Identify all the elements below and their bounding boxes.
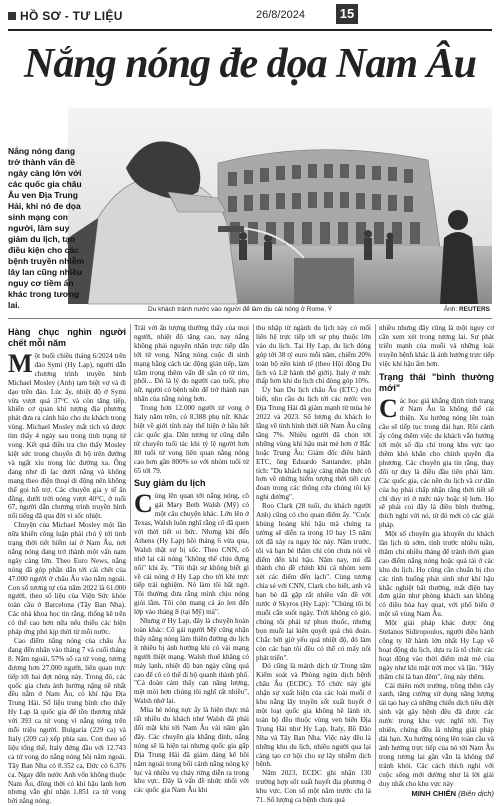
paragraph: thu nhập từ ngành du lịch này có mối liên hệ trực tiếp tới sự phụ thuộc lớn vào du lịch. Tại Hy Lạp, du lịch đóng góp tới 38 tỷ euro mỗi năm, chiếm 20% toàn bộ nền kinh tế (theo Hội đồng Du lịch và Lữ hành thế giới). Italy ở mức thấp hơn khi du lịch chỉ đóng góp 10%. bbox=[256, 324, 371, 386]
photo-credit-prefix: Ảnh: bbox=[443, 306, 458, 313]
paragraph: Ủy ban Du lịch châu Âu (ETC) cho biết, nhu cầu du lịch tới các nước ven Địa Trung Hải đã giảm mạnh từ mùa hè 2022 và 2023. Số lượng du khách lo lắng về tình hình thời tiết Nam Âu cũng tăng 7%. Nhiều người đã chọn tới những vùng khí hậu mát mẻ hơn ở Bắc hoặc Trung Âu: Giám đốc điều hành ETC, ông Eduardo Santander, phân tích: "Du khách ngày càng nhận thức rõ hơn về những hiểm tượng thời tiết cực đoan trong các thông cứa chúng tôi kỳ nghỉ đường". bbox=[256, 386, 371, 502]
header-rule bbox=[8, 29, 492, 31]
drop-cap: C bbox=[134, 489, 153, 519]
paragraph: Trong hơn 12.000 người tử vong ở Italy năm trên, có 8.388 phụ nữ. Khác biệt về giới tính này thể hiện ở hầu hết các quốc gia. Dân tương tự cũng diễn từ chuyên tuổi tác khi tỷ lệ người hơn 80 tuổi tử vong liên quan nắng nóng cao hơn gần 800% so với nhóm tuổi từ 65 tới 79. bbox=[134, 404, 249, 475]
author-note: (Biên dịch) bbox=[458, 789, 494, 799]
subhead-new-normal: Trạng thái "bình thường mới" bbox=[379, 371, 494, 393]
article-column-1 bbox=[8, 324, 126, 806]
section-square-icon bbox=[8, 12, 16, 20]
drop-cap: M bbox=[8, 349, 33, 378]
paragraph-text: ột buổi chiều tháng 6/2024 trên đảo Symi (Hy Lạp), người dẫn chương trình truyền hình Michael Mosley (Anh) tạm biệt vợ và đi dạo trên đảo. Lúc ấy, nhiệt độ ở Symi vừa vượt quá 37°C và còn tăng tiếp, khiến cơ quan khí tượng địa phương phát đưa ra cảnh báo cho du khách trong vùng. Michael Mosley mất tích và được tìm thấy 4 ngày sau trong tình trạng tử vong. Kết quả điều tra cho thấy Mosley kiệt sức trong chuyến đi bộ trên đường và ngất xỉu trong lúc đường xa. Ông đang như đi lạc dưới nắng và không mang theo điện thoại di động nên không thể gọi hỗ trợ. Các chuyên gia y tế ấn đồng, dưới trời nóng vượt 40°C, ở tuổi 67, người dẫn chương trình truyền hình nổi tiếng đã qua đời vì sốc nhiệt. bbox=[8, 352, 126, 521]
paragraph bbox=[8, 349, 126, 521]
lead-paragraph: Nắng nóng đang trở thành vấn đề ngày càng lớn với các quốc gia châu Âu ven Địa Trung Hải, khi nó đe dọa sinh mạng con người, làm suy giảm du lịch, tạo điều kiện cho các bệnh truyền nhiễm lây lan cũng nhiều nguy cơ tiềm ẩn khác trong tương lai. bbox=[8, 146, 85, 310]
paragraph: Chuyện của Michael Mosley một lần nữa khiến công luận phải chú ý tới tình trạng thời tiết hiểm tai ở Nam Âu, nơi nắng nóng đang trở thành một vấn nạm ngày càng lớn. Theo Euro News, nắng nóng đã góp phần dẫn tới cái chết của 47.000 người ở châu Âu vào năm ngoái. Con số tương tự của năm 2022 là 61.000 người, theo số liệu của Viện Sức khỏe toàn cầu ở Barcelona (Tây Ban Nha). Các nhà khoa học tin rằng, thống kê trên có thể cao hơn nữa nếu thiếu các biện pháp ứng phó kịp thời từ mỗi nước. bbox=[8, 521, 126, 637]
paragraph-text: ác học giả khẳng định tình trạng ở Nam Âu là không thể cải thiện. Xu hướng nóng lên toàn cầu sẽ tiếp tục trong dài hạn. Rồi cảnh ấy công thêm việc du khách vẫn hướng tới một số địa chỉ trong khu vực tạo thêm khó khăn cho chính quyền địa phương. Các chuyên gia tin rằng, thay đổi tự duy là điều đầu tiên phải làm. Các quốc gia, các nền du lịch và cư dân của họ phải chấp nhận rằng thời tiết sẽ chỉ duy trì ở mức này hoặc tệ hơn. Họ sẽ phải coi đây là điều bình thường, thích nghi với nó, từ đó mới có các giải pháp. bbox=[379, 396, 494, 530]
paragraph: Trái với ấn tượng thường thấy của mọi người, nhiệt độ tăng cao, nay nắng không phải nguyên nhân trực tiếp dẫn tới tử vong. Nắng nóng cuộc đi sinh mạng bằng cách tác động gián tiếp, làm trầm trọng thêm vấn đề sẵn có từ tim, phổi... Đó là lý do người cao tuổi, phụ nữ, người có bệnh nền để trở thành nạn nhân của nắng nóng hơn. bbox=[134, 324, 249, 404]
paragraph: Cái thiên mới trường, trồng thêm cây xanh, tăng cường sử dụng năng lượng tái tạo hay cả những chiến dịch tiêu diệt sinh vật gây bệnh đều đã được các nước trong khu vực nghĩ tới. Tuy nhiên, chúng đều là những giải pháp dài hạn. Xu hướng nóng lên toàn cầu và ảnh hưởng trực tiếp của nó tới Nam Âu trong tương lai gần vẫn là không thể tránh khỏi. Các cách thích nghi với cuộc sống mới dường như là lời giải duy nhất cho khu vực này bbox=[379, 681, 494, 788]
drop-cap: C bbox=[379, 393, 398, 423]
issue-date: 26/8/2024 bbox=[256, 9, 305, 21]
section-label bbox=[8, 9, 123, 23]
column-rule bbox=[375, 324, 376, 770]
author-name: MINH CHIẾN bbox=[411, 789, 457, 799]
photo-caption: Du khách tránh nước vào người để làm dịu cái nóng ở Rome, Ý bbox=[148, 306, 333, 313]
author-signature bbox=[379, 790, 494, 799]
paragraph: Nhưng ở Hy Lạp, đây là chuyện hoàn toàn khác: Cô gái người Mỹ cũng nhận thấy nắng nóng làm thiên đường du lịch ít nhiều bị ảnh hưởng khi có vài mạng người thiệt mạng. Walsh thuê khăng có máy lạnh, nhiệt độ ban ngày cũng quá cao để cô có thể đi bộ quanh thành phố. "Cả đoàn cảm thấy cạn năng lượng, mệt mỏi hơn chúng tôi nghĩ rất nhiều", Walsh nhớ lại. bbox=[134, 617, 249, 706]
paragraph: Đó cũng là mảnh dịch từ Trung tâm Kiểm soát và Phòng ngừa dịch bệnh châu Âu (ECDC). Tổ chức này ghi nhận sự xuất hiện của các loài muỗi ở khu nắng lây truyền sốt xuất huyết ở một loạt quốc gia không hề lành tờ, toàn bộ đều thuộc vùng ven biển Địa Trung Hải như Hy Lạp, Italy, Bồ Đào Nha và Tây Ban Nha. Việc này đều là những khu du lịch, nhiều người qua lại càng tạo cơ hội cho sự lây nhiễm dịch bệnh. bbox=[256, 662, 371, 769]
subhead-deaths: Hàng chục nghìn người chết mỗi năm bbox=[8, 327, 126, 348]
paragraph: Roo Clark (28 tuổi, du khách người Anh) cũng có cho quan điểm ấy. "Cuộc khủng hoảng khí hậu mà chúng ta tường sẽ diễn ra trong 10 hay 15 năm tới đã xảy ra ngay lúc này. Năm trước, tôi và bạn bè thăm chỉ còn chưa nói về điểm đến khí hậu. Năm nay, mì đã thành chủ đề chính khi cả nhóm xem xét các điểm đến lạch". Cùng tương chia sẻ với CNN, Clark cho biết, anh và bạn bè đã gặp rất nhiều vấn đề với nước ở Skyros (Hy Lạp): "Chúng tôi bị muỗi cắn suốt ngày. Trời không có gió, chúng tôi phải tự phun thuốc, nhưng bọn muỗi lại kiên quyết quá chủ đoán. Chắc bởi giờ yếu quá nhiệt độ, đó làm còn các bạn tôi đều có thể có mấy nốt phát triển". bbox=[256, 502, 371, 662]
article-column-2 bbox=[134, 324, 249, 795]
paragraph bbox=[134, 489, 249, 617]
section-text: HỒ SƠ - TƯ LIỆU bbox=[20, 9, 123, 23]
page-number: 15 bbox=[336, 4, 358, 24]
photo-rule bbox=[8, 318, 492, 319]
paragraph: Mùa hè nóng nực ấy là hiện thực mà rất nhiều du khách như Walsh đã phải đối mặt khi tới Nam Âu vài năm gần đây. Các chuyên gia khẳng định, nắng nóng sẽ là hiện tại nhưng quốc gia gấp Địa Trung Hải đã giảm đáng kể hồi năm ngoái trong bối cảnh nắng nóng kỷ lục và nhiều vụ cháy rừng diễn ra trong khu vực. Đây là vấn đề nhức nhối với các quốc gia Nam Âu khi bbox=[134, 706, 249, 795]
headline: Nắng nóng đe dọa Nam Âu bbox=[24, 41, 476, 87]
article-column-4 bbox=[379, 324, 494, 799]
photo-credit-source: REUTERS bbox=[458, 306, 490, 313]
page-header bbox=[0, 0, 500, 30]
paragraph: Một giải pháp khác được ông Stelanos Sidiropoulos, người điều hành công ty lữ hành lớn nhất Hy Lạp về hoạt động du lịch, dựa ra là tổ chức các hoạt động vào thời điểm mát mẻ của ngày như khi mặt trời mọc và lặn. "Hãy thâm chỉ là ban đêm", ông này thêm. bbox=[379, 619, 494, 681]
article-photo bbox=[68, 108, 492, 304]
paragraph: nhiều nhưng đây cũng là một nguy cơ cần xem xét trong tương lai. Sự phát triển mạnh của muỗi và những loài truyền bệnh khác là ảnh hưởng trực tiếp việc khí hậu ấm hơn. bbox=[379, 324, 494, 368]
column-rule bbox=[130, 324, 131, 770]
column-rule bbox=[253, 324, 254, 770]
paragraph: Một số chuyên gia khuyến du khách lần lịch tù sớm, tính trước nhiều tuần, thăm chỉ nhiều tháng để tránh thời gian cao điểm nắng nóng hoặc quá tải ở các khu du lịch. Họ cũng cần chuẩn bị cho các tình huống phát sinh như khí hậu khắc nghiệt bất thường, mất điện hay đơn giản như phòng khách san không có điều hòa hay quạt, với phố biến ở một số vùng Nam Âu. bbox=[379, 530, 494, 619]
paragraph-text: ùng lên quan tới nắng nóng, cô gái Mary Beth Walsh (Mỹ) có một câu chuyện khác. Lớn lên ở Texas, Walsh luôn nghĩ rằng cô đã quen với thời tiết oi bức. Nhưng khi đến Athens (Hy Lạp) hồi tháng 6 vừa qua, Walsh thật sự bị sốc. Theo CNN, cô nhớ lại cái nóng "không thể chịu đựng nổi" khi ấy. "Tôi thật sự không biết gì về cái nóng ở Hy Lạp cho tới khi trực tiếp trải nghiệm. Nó làm tôi bất ngờ. Tôi thường đưa rằng mình chịu nóng giỏi lắm. Tôi còn mang cả áo len đến lớp vào tháng 8 (tại Mỹ) mà". bbox=[134, 492, 249, 617]
photo-credit bbox=[444, 306, 490, 313]
paragraph: Năm 2023, ECDC ghi nhận 130 trường hợp sốt xuất huyết địa phương ở khu vực. Con số một năm trước chỉ là 71. Số lượng ca bệnh chưa quá bbox=[256, 769, 371, 805]
subhead-tourism: Suy giảm du lịch bbox=[134, 478, 206, 489]
paragraph: Cao điểm nắng nóng của châu Âu đang đến nhân vào tháng 7 và cuối tháng 8. Năm ngoái, 57% số ca tử vong, tương đương hơn 27.000 người, liên quan trực tiếp tới hai đợt nóng này. Trong đó, các quốc gia chưa ảnh hưởng nặng nề nhất đều nằm ở Nam Âu, có khí hậu Địa Trung Hải. Số liệu trung bình cho thấy Hy Lạp là quốc gia để tồn thương nhất với 393 ca tử vong vì nắng nóng trên mỗi triệu người. Bulgaria (229 ca) và Italy (209 ca) xếp phía sau. Con theo số liệu tổng thể, Italy đứng đầu với 12.743 ca tử vong do nắng nóng hồi năm ngoái. Tây Ban Nha có 8.352 ca, Đức có 6.376 ca. Ngay đến nước Anh vốn không thuộc Nam Âu, đồng thời có khí hậu lạnh hơn nhưng vẫn ghi nhận 1.851 ca tử vong bởi nắng nóng. bbox=[8, 637, 126, 806]
article-column-3 bbox=[256, 324, 371, 805]
paragraph bbox=[379, 393, 494, 531]
